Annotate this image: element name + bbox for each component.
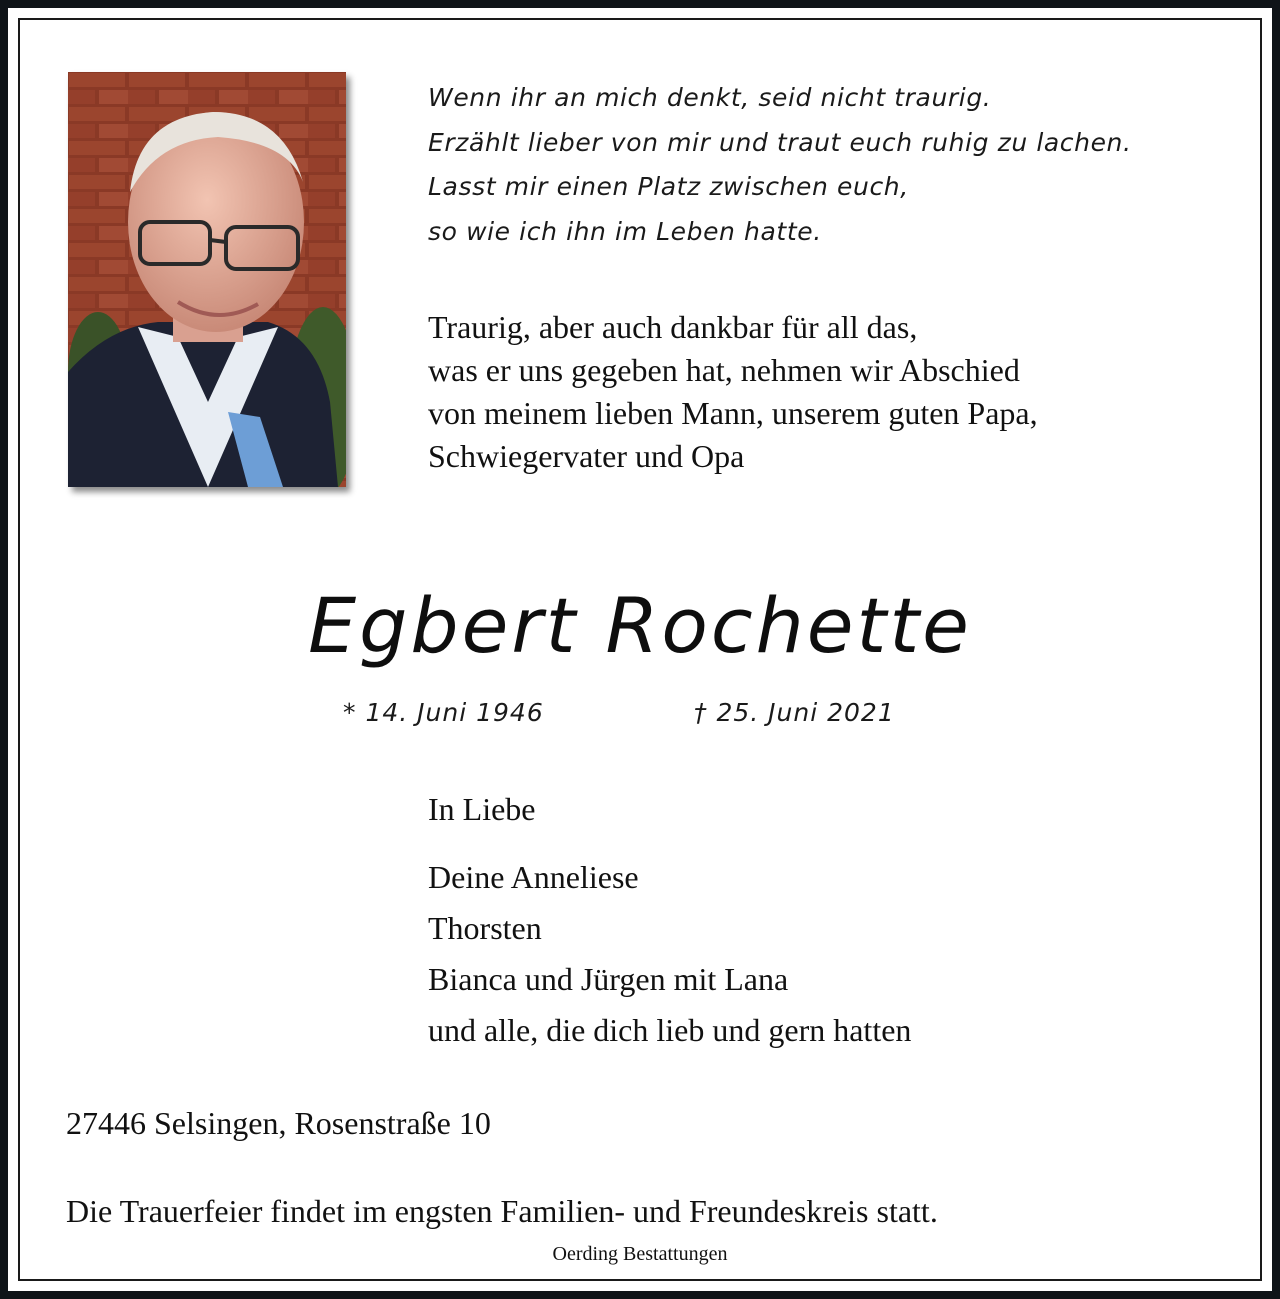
death-date: † 25. Juni 2021 — [694, 698, 895, 727]
family-list — [428, 852, 911, 1056]
undertaker-credit: Oerding Bestattungen — [552, 1243, 728, 1265]
family-member: und alle, die dich lieb und gern hatten — [428, 1012, 912, 1048]
poem-line: so wie ich ihn im Leben hatte. — [428, 216, 822, 246]
family-member: Deine Anneliese — [428, 859, 639, 895]
deceased-name: Egbert Rochette — [308, 581, 972, 670]
poem — [428, 76, 1228, 254]
birth-date: * 14. Juni 1946 — [343, 698, 544, 727]
address: 27446 Selsingen, Rosenstraße 10 — [66, 1105, 491, 1141]
funeral-note: Die Trauerfeier findet im engsten Familien- und Freundeskreis statt. — [66, 1193, 938, 1229]
family-member: Thorsten — [428, 910, 542, 946]
intro-line: von meinem lieben Mann, unserem guten Papa, — [428, 395, 1038, 431]
intro-line: Schwiegervater und Opa — [428, 438, 745, 474]
family-member: Bianca und Jürgen mit Lana — [428, 961, 789, 997]
poem-line: Erzählt lieber von mir und traut euch ruhig zu lachen. — [428, 127, 1132, 157]
portrait-photo — [68, 72, 346, 487]
closing-phrase: In Liebe — [428, 791, 536, 827]
obituary-notice — [8, 8, 1272, 1291]
poem-line: Wenn ihr an mich denkt, seid nicht traurig. — [428, 83, 992, 112]
intro-text — [428, 306, 1248, 478]
intro-line: was er uns gegeben hat, nehmen wir Abschied — [428, 352, 1020, 388]
intro-line: Traurig, aber auch dankbar für all das, — [428, 309, 918, 345]
poem-line: Lasst mir einen Platz zwischen euch, — [428, 172, 909, 201]
